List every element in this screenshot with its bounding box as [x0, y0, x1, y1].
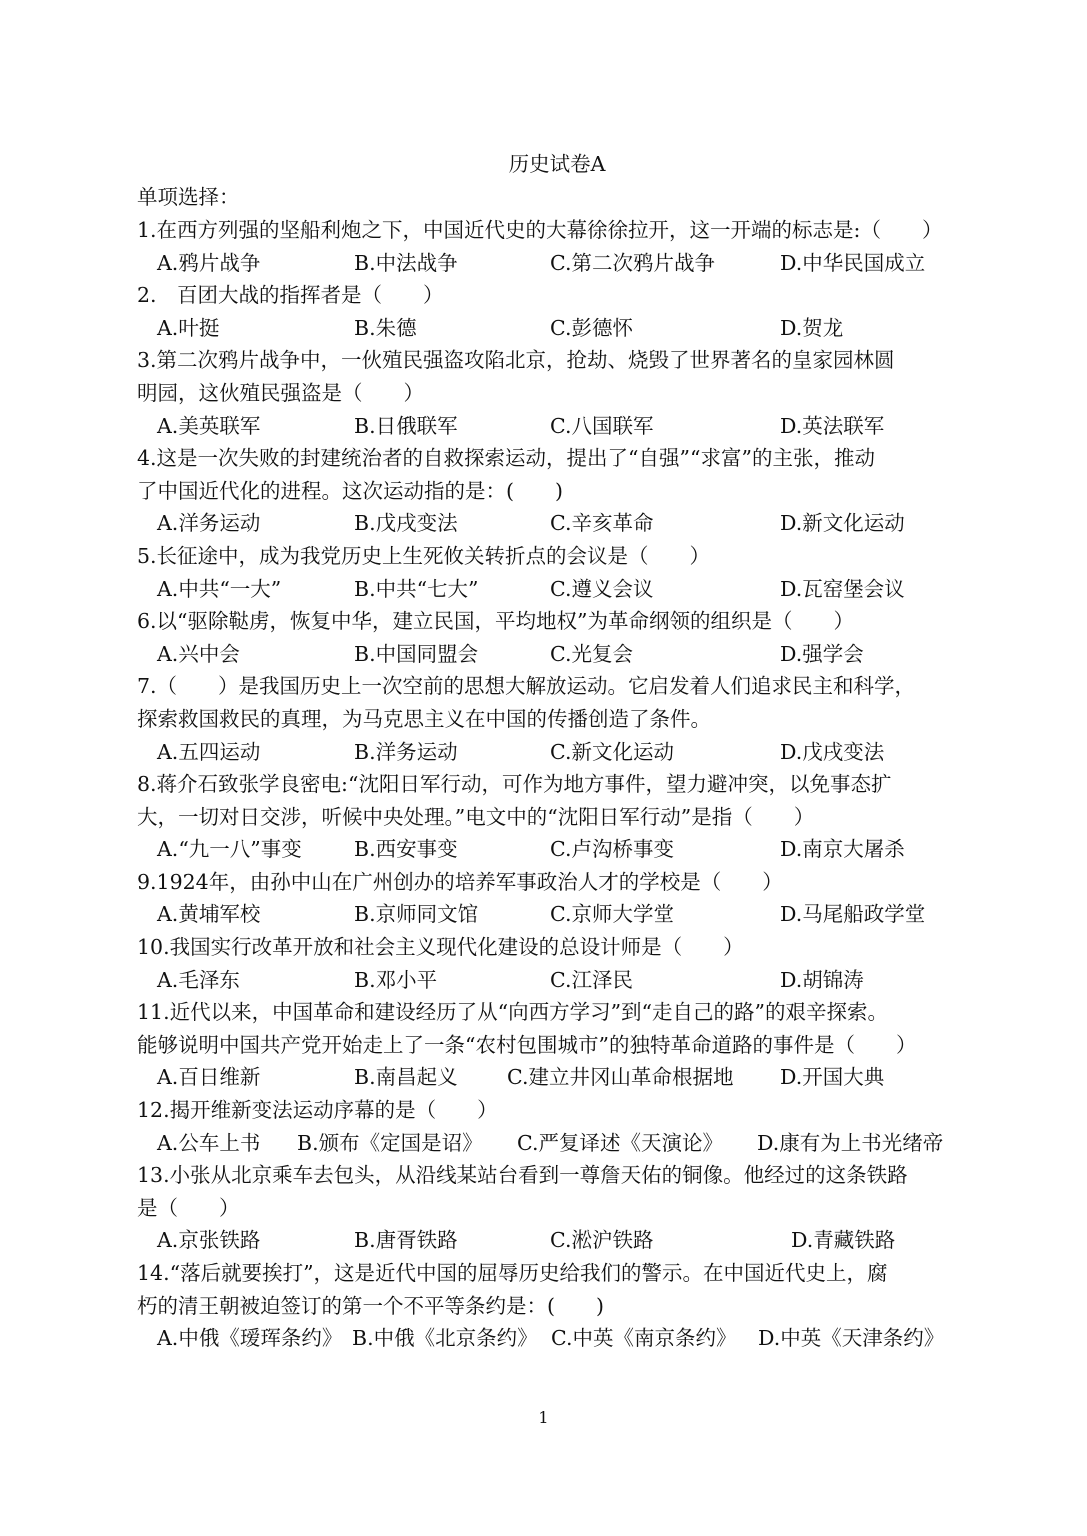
question-text: 1.在西方列强的坚船利炮之下，中国近代史的大幕徐徐拉开，这一开端的标志是:（ ） [137, 218, 943, 242]
option-a: A.中俄《瑷珲条约》 [157, 1326, 343, 1351]
answer-options [137, 1322, 977, 1355]
question-text: 9.1924年，由孙中山在广州创办的培养军事政治人才的学校是（ ） [137, 869, 783, 894]
question-text: 探索救国救民的真理，为马克思主义在中国的传播创造了条件。 [137, 706, 711, 731]
answer-options [137, 1127, 977, 1160]
question-7 [137, 670, 977, 768]
answer-options [137, 247, 977, 280]
question-text: 10.我国实行改革开放和社会主义现代化建设的总设计师是（ ） [137, 935, 744, 960]
question-text: 7.（ ）是我国历史上一次空前的思想大解放运动。它启发着人们追求民主和科学， [137, 674, 916, 699]
option-d: D.中英《天津条约》 [758, 1326, 945, 1351]
option-d: D.英法联军 [780, 413, 885, 438]
option-b: B.中共“七大” [354, 576, 479, 601]
option-b: B.颁布《定国是诏》 [297, 1130, 483, 1155]
option-d: D.康有为上书光绪帝 [757, 1130, 944, 1155]
answer-options [137, 736, 977, 769]
answer-options [137, 898, 977, 931]
option-c: C.江泽民 [550, 967, 633, 992]
option-b: B.西安事变 [354, 837, 458, 862]
question-list [137, 214, 977, 1355]
option-c: C.辛亥革命 [550, 511, 654, 536]
question-text: 朽的清王朝被迫签订的第一个不平等条约是：( ) [137, 1293, 604, 1318]
option-d: D.强学会 [780, 641, 864, 666]
question-text: 14.“落后就要挨打”，这是近代中国的屈辱历史给我们的警示。在中国近代史上，腐 [137, 1261, 888, 1285]
question-text: 能够说明中国共产党开始走上了一条“农村包围城市”的独特革命道路的事件是（ ） [137, 1032, 917, 1057]
option-a: A.鸦片战争 [157, 250, 261, 275]
question-4 [137, 442, 977, 540]
option-d: D.南京大屠杀 [780, 837, 905, 862]
answer-options [137, 312, 977, 345]
option-b: B.邓小平 [354, 967, 438, 992]
option-c: C.彭德怀 [550, 315, 633, 340]
question-9 [137, 866, 977, 931]
answer-options [137, 410, 977, 443]
question-text: 了中国近代化的进程。这次运动指的是：( ) [137, 478, 563, 503]
option-d: D.新文化运动 [780, 511, 905, 536]
question-13 [137, 1159, 977, 1257]
option-d: D.戊戌变法 [780, 739, 885, 764]
option-b: B.中国同盟会 [354, 641, 479, 666]
exam-title: 历史试卷A [508, 152, 606, 176]
question-12 [137, 1094, 977, 1159]
option-b: B.南昌起义 [354, 1065, 458, 1090]
option-b: B.唐胥铁路 [354, 1228, 458, 1253]
answer-options [137, 573, 977, 606]
question-text: 4.这是一次失败的封建统治者的自救探索运动，提出了“自强”“求富”的主张，推动 [137, 446, 875, 471]
option-c: C.新文化运动 [550, 739, 674, 764]
option-c: C.京师大学堂 [550, 902, 674, 927]
option-d: D.胡锦涛 [780, 967, 864, 992]
section-heading: 单项选择： [137, 185, 240, 209]
option-c: C.淞沪铁路 [550, 1228, 654, 1253]
option-c: C.卢沟桥事变 [550, 837, 674, 862]
question-6 [137, 605, 977, 670]
question-text: 6.以“驱除鞑虏，恢复中华，建立民国，平均地权”为革命纲领的组织是（ ） [137, 609, 855, 634]
option-c: C.八国联军 [550, 413, 654, 438]
answer-options [137, 833, 977, 866]
question-text: 2. 百团大战的指挥者是（ ） [137, 283, 444, 308]
question-14 [137, 1257, 977, 1355]
question-text: 明园，这伙殖民强盗是（ ） [137, 380, 424, 405]
question-11 [137, 996, 977, 1094]
option-b: B.中俄《北京条约》 [352, 1326, 538, 1351]
option-a: A.五四运动 [157, 739, 261, 764]
option-a: A.京张铁路 [157, 1228, 261, 1253]
exam-page [137, 148, 977, 1355]
option-a: A.公车上书 [157, 1130, 261, 1155]
option-b: B.中法战争 [354, 250, 458, 275]
option-a: A.毛泽东 [157, 967, 240, 992]
question-2 [137, 279, 977, 344]
answer-options [137, 1224, 977, 1257]
option-a: A.洋务运动 [157, 511, 261, 536]
option-a: A.兴中会 [157, 641, 240, 666]
option-d: D.马尾船政学堂 [780, 902, 926, 927]
option-b: B.洋务运动 [354, 739, 458, 764]
question-1 [137, 214, 977, 279]
option-d: D.瓦窑堡会议 [780, 576, 905, 601]
question-text: 是（ ） [137, 1195, 240, 1220]
question-text: 8.蒋介石致张学良密电:“沈阳日军行动，可作为地方事件，望力避冲突，以免事态扩 [137, 772, 892, 797]
answer-options [137, 507, 977, 540]
question-text: 5.长征途中，成为我党历史上生死攸关转折点的会议是（ ） [137, 543, 711, 568]
question-8 [137, 768, 977, 866]
option-b: B.京师同文馆 [354, 902, 479, 927]
question-text: 大，一切对日交涉，听候中央处理。”电文中的“沈阳日军行动”是指（ ） [137, 804, 815, 829]
question-text: 11.近代以来，中国革命和建设经历了从“向西方学习”到“走自己的路”的艰辛探索。 [137, 1000, 889, 1025]
question-10 [137, 931, 977, 996]
option-d: D.贺龙 [780, 315, 844, 340]
option-c: C.建立井冈山革命根据地 [507, 1065, 734, 1090]
option-c: C.严复译述《天演论》 [517, 1130, 723, 1155]
question-text: 13.小张从北京乘车去包头，从沿线某站台看到一尊詹天佑的铜像。他经过的这条铁路 [137, 1163, 908, 1188]
option-d: D.青藏铁路 [791, 1228, 896, 1253]
answer-options [137, 964, 977, 997]
question-5 [137, 540, 977, 605]
question-text: 3.第二次鸦片战争中，一伙殖民强盗攻陷北京，抢劫、烧毁了世界著名的皇家园林圆 [137, 348, 895, 373]
option-a: A.“九一八”事变 [157, 837, 302, 862]
page-number: 1 [538, 1408, 549, 1427]
option-c: C.遵义会议 [550, 576, 654, 601]
option-b: B.戊戌变法 [354, 511, 458, 536]
option-c: C.光复会 [550, 641, 633, 666]
answer-options [137, 638, 977, 671]
option-c: C.中英《南京条约》 [551, 1326, 737, 1351]
option-b: B.日俄联军 [354, 413, 458, 438]
option-a: A.美英联军 [157, 413, 261, 438]
question-3 [137, 344, 977, 442]
answer-options [137, 1061, 977, 1094]
option-a: A.中共“一大” [157, 576, 282, 601]
option-a: A.叶挺 [157, 315, 220, 340]
option-d: D.中华民国成立 [780, 250, 926, 275]
option-a: A.黄埔军校 [157, 902, 261, 927]
option-b: B.朱德 [354, 315, 417, 340]
option-d: D.开国大典 [780, 1065, 885, 1090]
question-text: 12.揭开维新变法运动序幕的是（ ） [137, 1098, 498, 1123]
option-a: A.百日维新 [157, 1065, 261, 1090]
option-c: C.第二次鸦片战争 [550, 250, 715, 275]
